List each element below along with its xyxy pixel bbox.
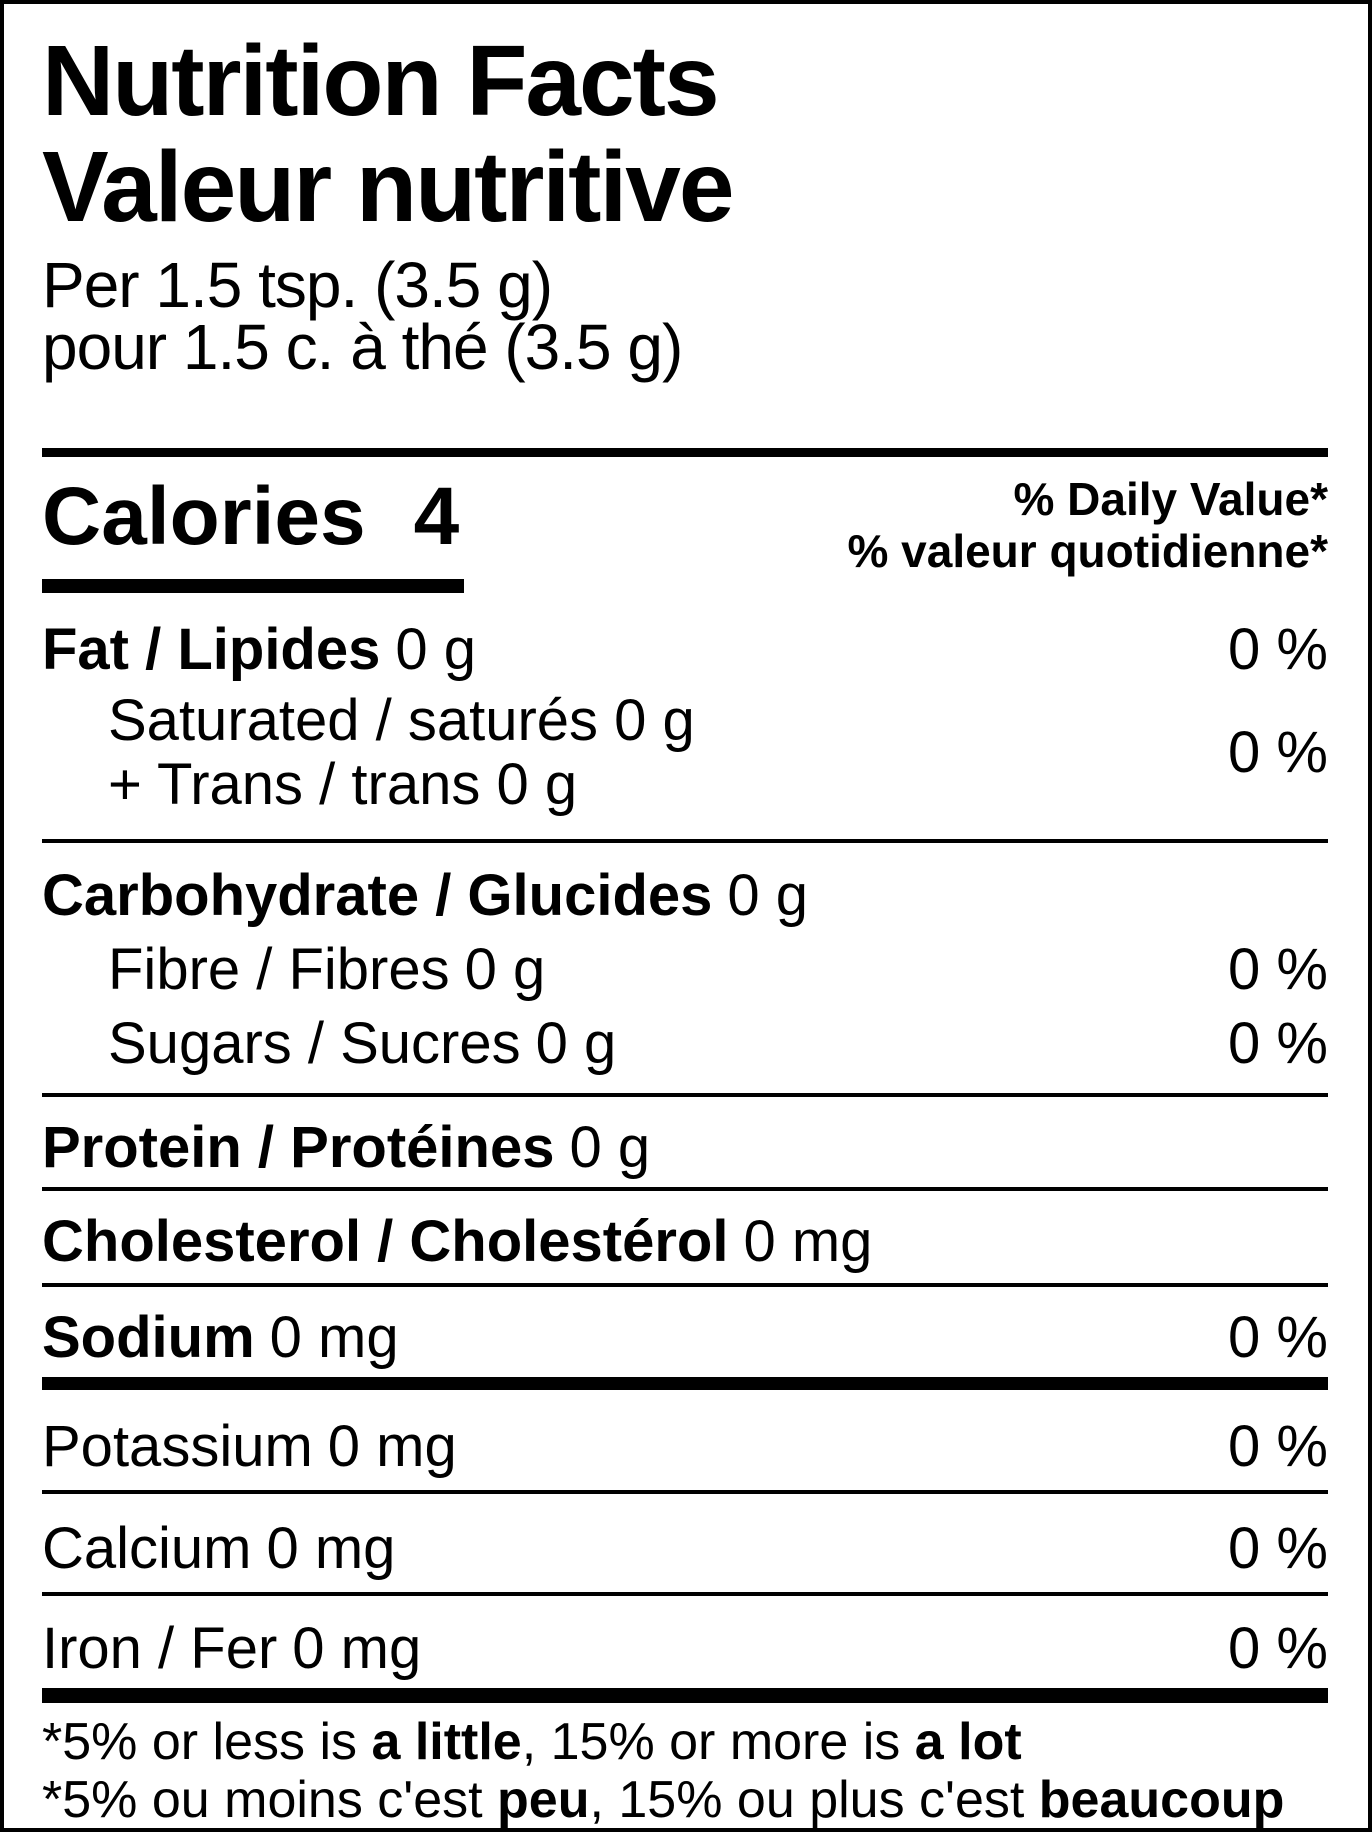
saturated-line: Saturated / saturés 0 g xyxy=(108,688,695,753)
serving-size-english: Per 1.5 tsp. (3.5 g) xyxy=(42,249,553,321)
sodium-name: Sodium xyxy=(42,1305,255,1370)
sodium-daily-value: 0 % xyxy=(1228,1305,1328,1370)
footnote-separator-bar xyxy=(42,1688,1328,1703)
cholesterol-amount: 0 mg xyxy=(743,1209,873,1274)
potassium-text xyxy=(42,1416,457,1478)
separator-line xyxy=(42,1283,1328,1287)
cholesterol-name: Cholesterol / Cholestérol xyxy=(42,1209,729,1274)
iron-text xyxy=(42,1618,421,1680)
potassium-amount: 0 mg xyxy=(327,1414,457,1479)
footnote-english xyxy=(42,1713,1328,1771)
header-separator-bar xyxy=(42,448,1328,457)
separator-line xyxy=(42,1490,1328,1494)
calories-value: 4 xyxy=(413,471,460,562)
calcium-amount: 0 mg xyxy=(266,1516,396,1581)
footnote-fr-bold1: peu xyxy=(497,1771,590,1829)
sugars-daily-value: 0 % xyxy=(1228,1011,1328,1076)
nutrient-row-calcium xyxy=(42,1518,1328,1580)
iron-daily-value: 0 % xyxy=(1228,1616,1328,1681)
daily-value-header xyxy=(847,469,1328,577)
protein-name: Protein / Protéines xyxy=(42,1115,555,1180)
footnote-en-part2: , 15% or more is xyxy=(521,1713,915,1771)
nutrient-row-carbohydrate xyxy=(42,865,1328,927)
nutrient-row-fibre xyxy=(42,939,1328,1001)
footnote-fr-part1: *5% ou moins c'est xyxy=(42,1771,498,1829)
title-english: Nutrition Facts xyxy=(42,25,718,137)
nutrient-row-iron xyxy=(42,1618,1328,1680)
trans-line: + Trans / trans 0 g xyxy=(108,752,578,817)
separator-line xyxy=(42,1592,1328,1596)
nutrient-row-fat xyxy=(42,619,1328,681)
carbohydrate-text xyxy=(42,865,808,927)
iron-name: Iron / Fer xyxy=(42,1616,278,1681)
nutrient-row-sugars xyxy=(42,1013,1328,1075)
daily-value-header-english: % Daily Value* xyxy=(1013,473,1328,525)
nutrient-row-potassium xyxy=(42,1416,1328,1478)
sugars-text xyxy=(42,1013,616,1075)
fibre-name: Fibre / Fibres xyxy=(108,937,450,1002)
nutrient-row-protein xyxy=(42,1117,1328,1179)
serving-size-french: pour 1.5 c. à thé (3.5 g) xyxy=(42,311,683,383)
section-separator-bar xyxy=(42,1377,1328,1390)
saturated-trans-daily-value: 0 % xyxy=(1228,720,1328,785)
iron-amount: 0 mg xyxy=(292,1616,422,1681)
sodium-text xyxy=(42,1307,399,1369)
nutrient-row-saturated-trans xyxy=(42,689,1328,817)
fat-text xyxy=(42,619,476,681)
protein-text xyxy=(42,1117,650,1179)
separator-line xyxy=(42,1187,1328,1191)
separator-line xyxy=(42,1093,1328,1097)
cholesterol-text xyxy=(42,1211,872,1273)
potassium-daily-value: 0 % xyxy=(1228,1414,1328,1479)
footnote-en-bold2: a lot xyxy=(914,1713,1022,1771)
fat-amount: 0 g xyxy=(395,617,477,682)
fibre-daily-value: 0 % xyxy=(1228,937,1328,1002)
calories-label xyxy=(42,469,459,565)
nutrient-row-cholesterol xyxy=(42,1211,1328,1273)
fat-daily-value: 0 % xyxy=(1228,617,1328,682)
calcium-text xyxy=(42,1518,395,1580)
daily-value-header-french: % valeur quotidienne* xyxy=(847,525,1328,577)
fibre-amount: 0 g xyxy=(464,937,546,1002)
sugars-name: Sugars / Sucres xyxy=(108,1011,521,1076)
nutrient-row-sodium xyxy=(42,1307,1328,1369)
carbohydrate-amount: 0 g xyxy=(727,863,809,928)
saturated-trans-text xyxy=(42,689,695,817)
potassium-name: Potassium xyxy=(42,1414,313,1479)
calories-word: Calories xyxy=(42,471,366,562)
carbohydrate-name: Carbohydrate / Glucides xyxy=(42,863,713,928)
footnote-en-bold1: a little xyxy=(371,1713,522,1771)
calcium-name: Calcium xyxy=(42,1516,252,1581)
calories-row xyxy=(42,469,1328,577)
footnote-fr-part2: , 15% ou plus c'est xyxy=(589,1771,1039,1829)
footnote-en-part1: *5% or less is xyxy=(42,1713,372,1771)
fibre-text xyxy=(42,939,545,1001)
calories-underline-bar xyxy=(42,579,464,593)
title-french: Valeur nutritive xyxy=(42,131,733,243)
separator-line xyxy=(42,839,1328,843)
footnote-french xyxy=(42,1771,1328,1829)
calcium-daily-value: 0 % xyxy=(1228,1516,1328,1581)
sodium-amount: 0 mg xyxy=(269,1305,399,1370)
footnote-fr-bold2: beaucoup xyxy=(1038,1771,1285,1829)
fat-name: Fat / Lipides xyxy=(42,617,381,682)
protein-amount: 0 g xyxy=(569,1115,651,1180)
sugars-amount: 0 g xyxy=(535,1011,617,1076)
